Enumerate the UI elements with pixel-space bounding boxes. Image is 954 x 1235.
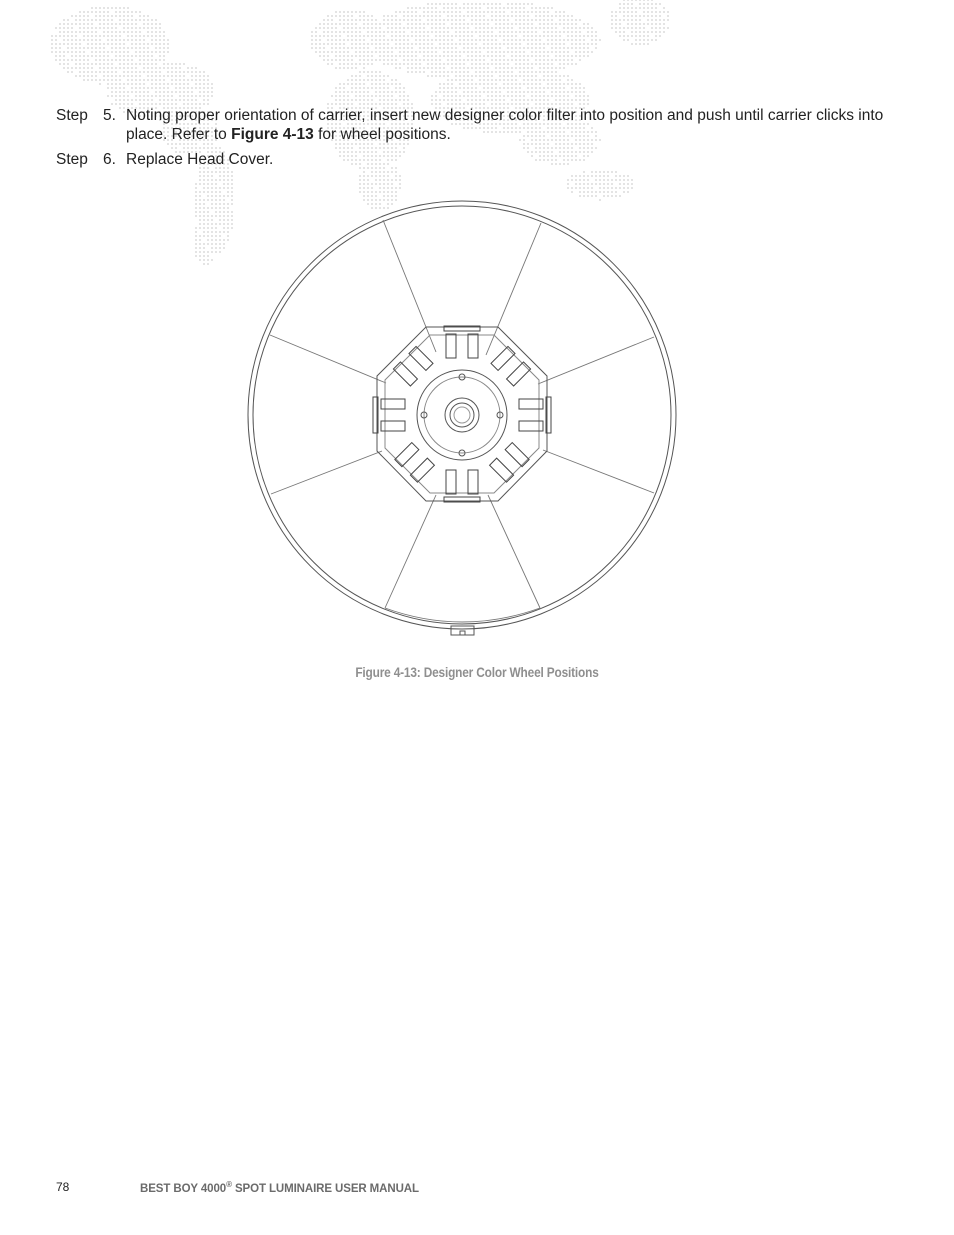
page-number: 78 (56, 1180, 70, 1194)
step-6 (56, 150, 886, 169)
wheel-inner-rim (253, 206, 671, 624)
figure-reference: Figure 4-13 (231, 126, 314, 143)
step-number: 5. (103, 107, 116, 124)
step-label: Step (56, 151, 88, 168)
manual-title-prefix: BEST BOY 4000 (140, 1182, 227, 1195)
wheel-outer-rim (248, 201, 676, 629)
hub-plate (417, 370, 507, 460)
wheel-spokes (270, 220, 654, 622)
step-text: Replace Head Cover. (126, 151, 274, 168)
hub-octagon (377, 327, 547, 501)
manual-title-suffix: SPOT LUMINAIRE USER MANUAL (231, 1182, 419, 1195)
step-text-part: for wheel positions. (313, 126, 451, 143)
step-text (126, 106, 886, 144)
step-number: 6. (103, 151, 116, 168)
manual-title (140, 1180, 419, 1195)
designer-color-wheel-diagram (240, 196, 690, 646)
registered-mark: ® (226, 1180, 232, 1189)
procedure-steps (56, 106, 886, 175)
step-label: Step (56, 107, 88, 124)
figure-caption: Figure 4-13: Designer Color Wheel Positions (355, 665, 599, 680)
step-text-part: Noting proper orientation of carrier, insert new designer color filter into position and push until carrier clicks into place. Refer to (126, 107, 884, 143)
filter-carriers (373, 326, 551, 502)
step-5 (56, 106, 886, 144)
